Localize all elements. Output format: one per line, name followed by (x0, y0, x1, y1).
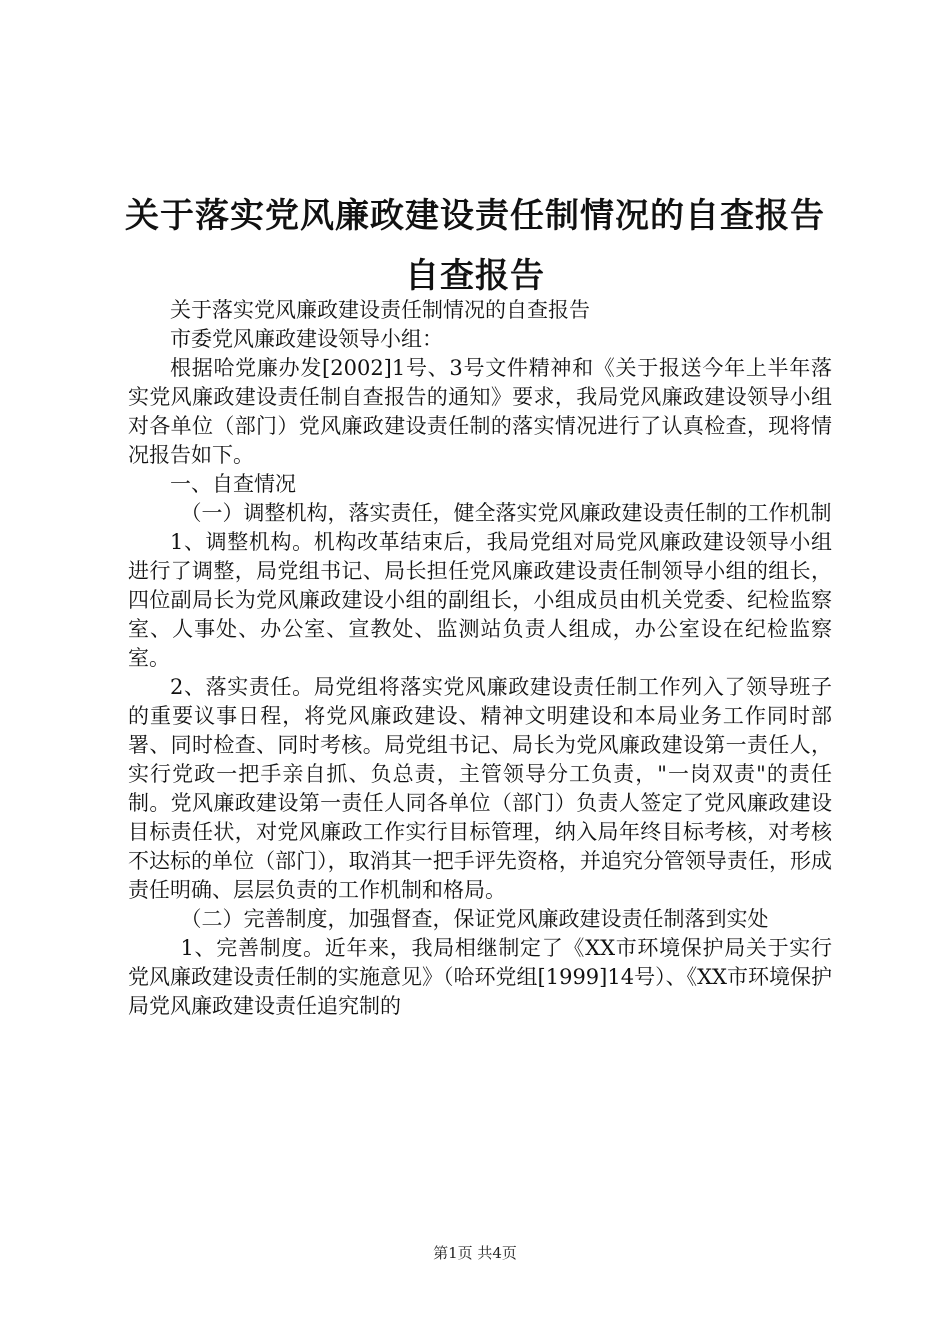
document-title: 关于落实党风廉政建设责任制情况的自查报告 (125, 196, 825, 236)
section-heading: 一、自查情况 (170, 472, 296, 496)
subsection-heading: （一）调整机构，落实责任，健全落实党风廉政建设责任制的工作机制 (180, 501, 832, 525)
paragraph: 关于落实党风廉政建设责任制情况的自查报告 (170, 298, 590, 322)
document-subtitle: 自查报告 (405, 256, 545, 296)
page-number: 第1页 共4页 (433, 1244, 517, 1262)
paragraph: 市委党风廉政建设领导小组： (170, 327, 443, 351)
document-body (128, 296, 832, 1021)
subsection-heading: （二）完善制度，加强督查，保证党风廉政建设责任制落到实处 (180, 907, 769, 931)
paragraph: 1、调整机构。机构改革结束后，我局党组对局党风廉政建设领导小组进行了调整，局党组书记、局长担任党风廉政建设责任制领导小组的组长，四位副局长为党风廉政建设小组的副组长，小组成员由机关党委、纪检监察室、人事处、办公室、宣教处、监测站负责人组成，办公室设在纪检监察室。 (128, 530, 832, 670)
paragraph: 2、落实责任。局党组将落实党风廉政建设责任制工作列入了领导班子的重要议事日程，将党风廉政建设、精神文明建设和本局业务工作同时部署、同时检查、同时考核。局党组书记、局长为党风廉政建设第一责任人，实行党政一把手亲自抓、负总责，主管领导分工负责，"一岗双责"的责任制。党风廉政建设第一责任人同各单位（部门）负责人签定了党风廉政建设目标责任状，对党风廉政工作实行目标管理，纳入局年终目标考核，对考核不达标的单位（部门），取消其一把手评先资格，并追究分管领导责任，形成责任明确、层层负责的工作机制和格局。 (128, 675, 832, 902)
paragraph: 1、完善制度。近年来，我局相继制定了《XX市环境保护局关于实行党风廉政建设责任制的实施意见》（哈环党组[1999]14号）、《XX市环境保护局党风廉政建设责任追究制的 (128, 936, 832, 1018)
paragraph: 根据哈党廉办发[2002]1号、3号文件精神和《关于报送今年上半年落实党风廉政建设责任制自查报告的通知》要求，我局党风廉政建设领导小组对各单位（部门）党风廉政建设责任制的落实情况进行了认真检查，现将情况报告如下。 (128, 356, 832, 467)
